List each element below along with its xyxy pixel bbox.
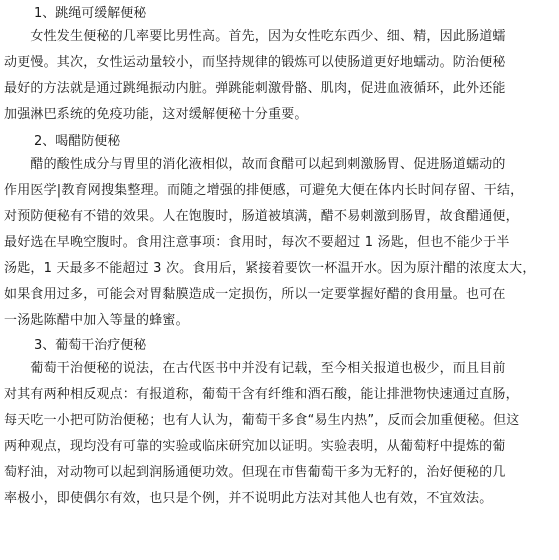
section-heading-3: 3、葡萄干治疗便秘 xyxy=(34,338,147,353)
paragraph-line: 率极小，即使偶尔有效，也只是个例，并不说明此方法对其他人也有效，不宜效法。 xyxy=(4,491,493,506)
paragraph-line: 两种观点，现均没有可靠的实验或临床研究加以证明。实验表明，从葡萄籽中提炼的葡 xyxy=(4,439,506,454)
paragraph-line: 葡萄干治便秘的说法，在古代医书中并没有记载，至今相关报道也极少，而且目前 xyxy=(4,361,506,376)
paragraph-line: 最好选在早晚空腹时。食用注意事项：食用时，每次不要超过 1 汤匙，但也不能少于半 xyxy=(4,235,510,250)
paragraph-line: 萄籽油，对动物可以起到润肠通便功效。但现在市售葡萄干多为无籽的，治好便秘的几 xyxy=(4,465,506,480)
paragraph-line: 加强淋巴系统的免疫功能，这对缓解便秘十分重要。 xyxy=(4,107,308,122)
paragraph-line: 女性发生便秘的几率要比男性高。首先，因为女性吃东西少、细、精，因此肠道蠕 xyxy=(4,29,506,44)
paragraph-line: 最好的方法就是通过跳绳振动内脏。弹跳能刺激骨骼、肌肉，促进血液循环，此外还能 xyxy=(4,81,506,96)
paragraph-line: 对其有两种相反观点：有报道称，葡萄干含有纤维和酒石酸，能让排泄物快速通过直肠， xyxy=(4,387,519,402)
paragraph-line: 动更慢。其次，女性运动量较小，而坚持规律的锻炼可以使肠道更好地蠕动。防治便秘 xyxy=(4,55,506,70)
section-heading-1: 1、跳绳可缓解便秘 xyxy=(34,6,147,21)
section-body-1 xyxy=(4,24,555,128)
paragraph-line: 一汤匙陈醋中加入等量的蜂蜜。 xyxy=(4,313,189,328)
paragraph-line: 作用医学|教育网搜集整理。而随之增强的排便感，可避免大便在体内长时间存留、干结， xyxy=(4,183,524,198)
paragraph-line: 汤匙，1 天最多不能超过 3 次。食用后，紧接着要饮一杯温开水。因为原汁醋的浓度太大， xyxy=(4,261,536,276)
paragraph-line: 对预防便秘有不错的效果。人在饱腹时，肠道被填满，醋不易刺激到肠胃，故食醋通便， xyxy=(4,209,519,224)
paragraph-line: 醋的酸性成分与胃里的消化液相似，故而食醋可以起到刺激肠胃、促进肠道蠕动的 xyxy=(4,157,506,172)
section-body-2 xyxy=(4,152,555,334)
paragraph-line: 如果食用过多，可能会对胃黏膜造成一定损伤，所以一定要掌握好醋的食用量。也可在 xyxy=(4,287,506,302)
paragraph-line: 每天吃一小把可防治便秘；也有人认为，葡萄干多食“易生内热”，反而会加重便秘。但这 xyxy=(4,413,520,428)
section-heading-2: 2、喝醋防便秘 xyxy=(34,134,121,149)
section-body-3 xyxy=(4,356,555,512)
